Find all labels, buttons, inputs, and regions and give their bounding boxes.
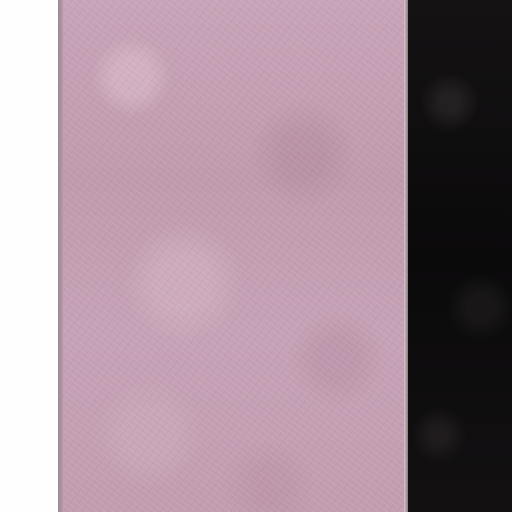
black-textured-paper [408,0,512,512]
white-margin [0,0,58,512]
paper-grain-texture [63,0,406,512]
